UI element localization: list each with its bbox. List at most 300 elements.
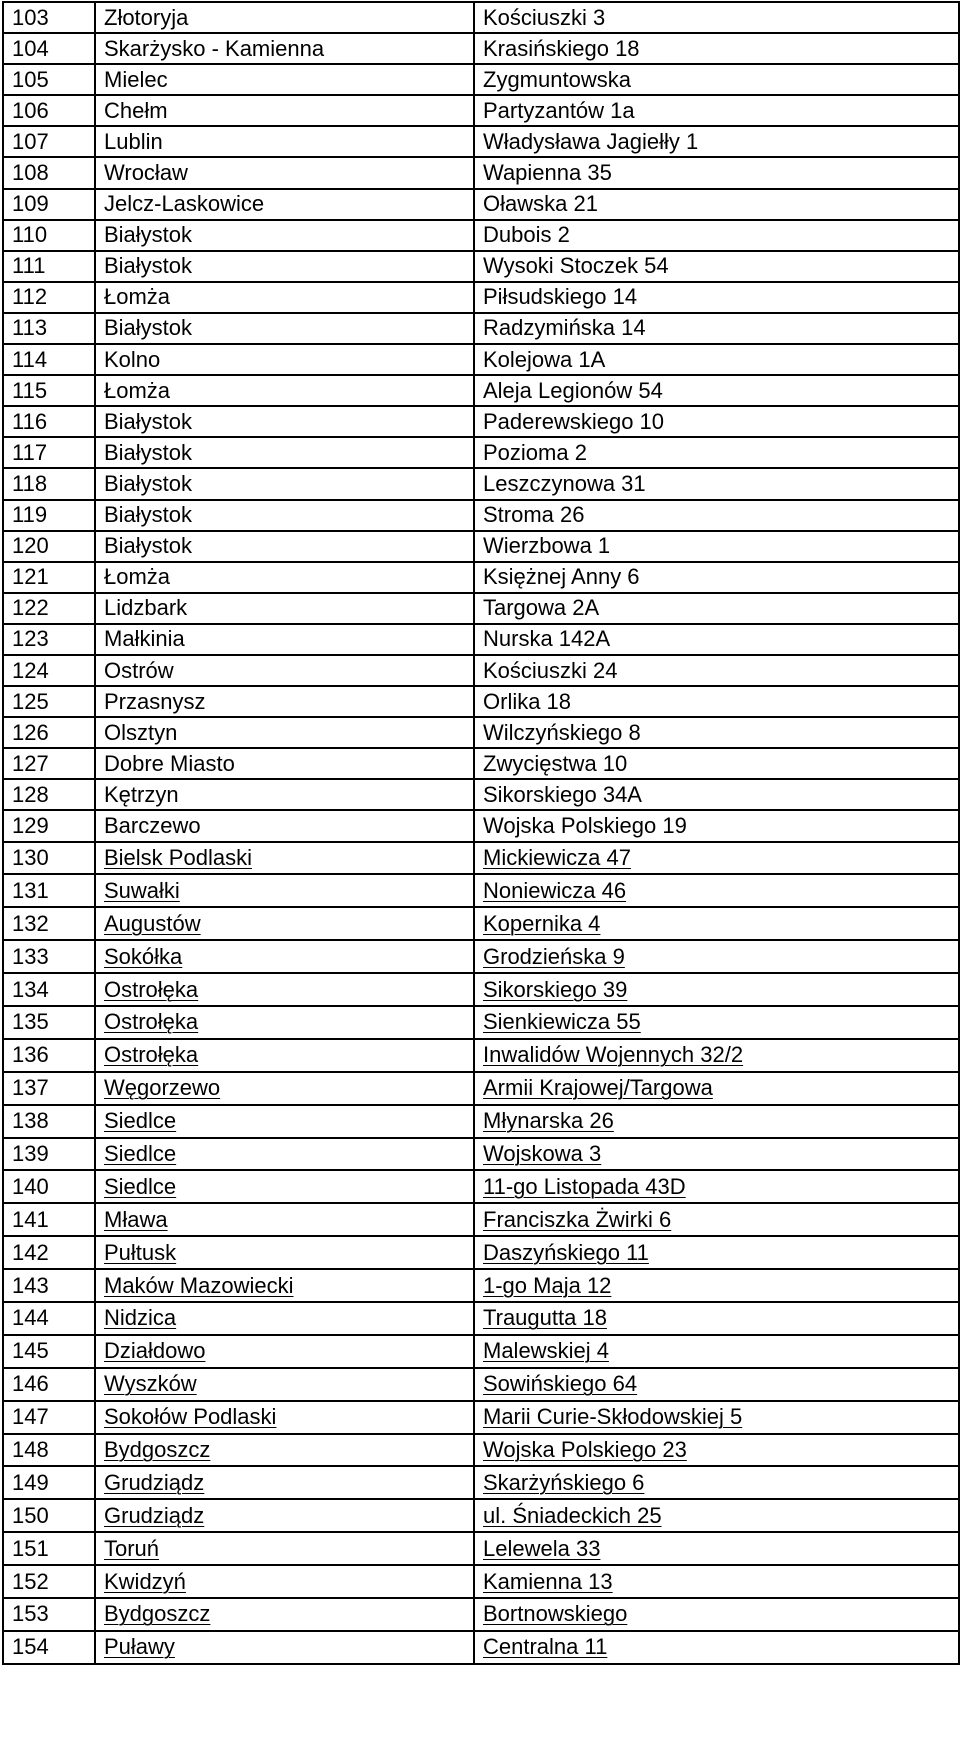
table-row bbox=[3, 1006, 959, 1039]
city-text: Toruń bbox=[104, 1535, 160, 1561]
city-cell bbox=[95, 126, 474, 157]
street-cell bbox=[474, 531, 959, 562]
street-cell bbox=[474, 313, 959, 344]
city-text: Białystok bbox=[104, 533, 193, 559]
row-number-cell: 145 bbox=[3, 1335, 95, 1368]
city-text: Przasnysz bbox=[104, 688, 206, 714]
street-text: Nurska 142A bbox=[483, 626, 611, 652]
street-cell bbox=[474, 468, 959, 499]
row-number-cell: 139 bbox=[3, 1138, 95, 1171]
table-row bbox=[3, 1565, 959, 1598]
row-number-cell: 104 bbox=[3, 33, 95, 64]
table-row bbox=[3, 1170, 959, 1203]
table-row bbox=[3, 95, 959, 126]
street-text: Franciszka Żwirki 6 bbox=[483, 1206, 672, 1232]
street-text: Wilczyńskiego 8 bbox=[483, 719, 641, 745]
street-text: ul. Śniadeckich 25 bbox=[483, 1502, 662, 1528]
city-text: Ostrołęka bbox=[104, 1009, 199, 1035]
street-cell bbox=[474, 126, 959, 157]
city-text: Sokółka bbox=[104, 943, 183, 969]
table-row bbox=[3, 406, 959, 437]
city-text: Białystok bbox=[104, 470, 193, 496]
city-cell bbox=[95, 220, 474, 251]
street-cell bbox=[474, 940, 959, 973]
city-text: Małkinia bbox=[104, 626, 185, 652]
street-cell bbox=[474, 874, 959, 907]
city-text: Maków Mazowiecki bbox=[104, 1272, 294, 1298]
street-text: Mickiewicza 47 bbox=[483, 844, 631, 870]
row-number-cell: 131 bbox=[3, 874, 95, 907]
street-cell bbox=[474, 1466, 959, 1499]
street-text: Krasińskiego 18 bbox=[483, 35, 640, 61]
table-row bbox=[3, 1138, 959, 1171]
street-text: Inwalidów Wojennych 32/2 bbox=[483, 1042, 744, 1068]
row-number-cell: 148 bbox=[3, 1434, 95, 1467]
street-text: Sienkiewicza 55 bbox=[483, 1009, 641, 1035]
row-number-cell: 103 bbox=[3, 2, 95, 33]
table-row bbox=[3, 562, 959, 593]
street-cell bbox=[474, 907, 959, 940]
city-text: Mielec bbox=[104, 66, 168, 92]
row-number-cell: 146 bbox=[3, 1368, 95, 1401]
table-row bbox=[3, 624, 959, 655]
city-cell bbox=[95, 251, 474, 282]
street-text: Wojska Polskiego 23 bbox=[483, 1437, 687, 1462]
table-row bbox=[3, 1368, 959, 1401]
street-cell bbox=[474, 64, 959, 95]
row-number-cell: 107 bbox=[3, 126, 95, 157]
city-text: Grudziądz bbox=[104, 1469, 205, 1495]
city-cell bbox=[95, 1631, 474, 1664]
street-cell bbox=[474, 282, 959, 313]
city-cell bbox=[95, 406, 474, 437]
city-cell bbox=[95, 1499, 474, 1532]
street-text: Oławska 21 bbox=[483, 191, 598, 217]
street-cell bbox=[474, 973, 959, 1006]
table-row bbox=[3, 1499, 959, 1532]
table-row bbox=[3, 717, 959, 748]
table-row bbox=[3, 655, 959, 686]
table-row bbox=[3, 282, 959, 313]
city-text: Białystok bbox=[104, 408, 193, 434]
street-text: Wojska Polskiego 19 bbox=[483, 812, 687, 838]
city-cell bbox=[95, 940, 474, 973]
street-cell bbox=[474, 1006, 959, 1039]
row-number-cell: 138 bbox=[3, 1105, 95, 1138]
table-row bbox=[3, 779, 959, 810]
street-cell bbox=[474, 717, 959, 748]
table-row bbox=[3, 1598, 959, 1631]
city-text: Skarżysko - Kamienna bbox=[104, 35, 325, 61]
street-cell bbox=[474, 1302, 959, 1335]
street-text: Dubois 2 bbox=[483, 222, 570, 248]
table-row bbox=[3, 1434, 959, 1467]
city-cell bbox=[95, 313, 474, 344]
street-text: Armii Krajowej/Targowa bbox=[483, 1075, 713, 1101]
row-number-cell: 132 bbox=[3, 907, 95, 940]
row-number-cell: 153 bbox=[3, 1598, 95, 1631]
row-number-cell: 128 bbox=[3, 779, 95, 810]
table-row bbox=[3, 1039, 959, 1072]
street-cell bbox=[474, 189, 959, 220]
row-number-cell: 120 bbox=[3, 531, 95, 562]
table-row bbox=[3, 907, 959, 940]
city-text: Nidzica bbox=[104, 1305, 177, 1331]
street-cell bbox=[474, 748, 959, 779]
table-row bbox=[3, 810, 959, 841]
city-cell bbox=[95, 1466, 474, 1499]
city-text: Wyszków bbox=[104, 1371, 197, 1397]
city-text: Chełm bbox=[104, 97, 168, 123]
city-cell bbox=[95, 1203, 474, 1236]
city-cell bbox=[95, 1039, 474, 1072]
street-cell bbox=[474, 95, 959, 126]
street-text: Partyzantów 1a bbox=[483, 97, 635, 123]
street-cell bbox=[474, 1434, 959, 1467]
street-cell bbox=[474, 1138, 959, 1171]
city-cell bbox=[95, 779, 474, 810]
table-row bbox=[3, 375, 959, 406]
row-number-cell: 136 bbox=[3, 1039, 95, 1072]
city-cell bbox=[95, 1072, 474, 1105]
city-cell bbox=[95, 1368, 474, 1401]
city-cell bbox=[95, 1302, 474, 1335]
city-cell bbox=[95, 437, 474, 468]
street-cell bbox=[474, 1499, 959, 1532]
street-text: Targowa 2A bbox=[483, 595, 600, 621]
address-table-body bbox=[3, 2, 959, 1664]
city-text: Bydgoszcz bbox=[104, 1601, 211, 1627]
street-text: Kościuszki 3 bbox=[483, 4, 606, 30]
city-cell bbox=[95, 1434, 474, 1467]
city-cell bbox=[95, 64, 474, 95]
table-row bbox=[3, 874, 959, 907]
city-cell bbox=[95, 1006, 474, 1039]
street-cell bbox=[474, 655, 959, 686]
city-cell bbox=[95, 157, 474, 188]
street-text: Księżnej Anny 6 bbox=[483, 564, 640, 590]
table-row bbox=[3, 189, 959, 220]
table-row bbox=[3, 126, 959, 157]
city-text: Kwidzyń bbox=[104, 1568, 186, 1594]
street-cell bbox=[474, 157, 959, 188]
city-cell bbox=[95, 1269, 474, 1302]
street-text: Aleja Legionów 54 bbox=[483, 377, 663, 403]
street-text: Kamienna 13 bbox=[483, 1568, 613, 1594]
city-cell bbox=[95, 1170, 474, 1203]
row-number-cell: 116 bbox=[3, 406, 95, 437]
city-text: Łomża bbox=[104, 377, 171, 403]
city-text: Złotoryja bbox=[104, 4, 189, 30]
city-text: Białystok bbox=[104, 253, 193, 279]
city-text: Olsztyn bbox=[104, 719, 178, 745]
row-number-cell: 149 bbox=[3, 1466, 95, 1499]
city-text: Łomża bbox=[104, 564, 171, 590]
street-cell bbox=[474, 251, 959, 282]
street-text: Kopernika 4 bbox=[483, 910, 601, 936]
street-text: Kolejowa 1A bbox=[483, 346, 606, 372]
city-cell bbox=[95, 655, 474, 686]
city-cell bbox=[95, 1565, 474, 1598]
street-text: Władysława Jagiełły 1 bbox=[483, 128, 699, 154]
city-text: Białystok bbox=[104, 439, 193, 465]
city-text: Bydgoszcz bbox=[104, 1437, 211, 1462]
street-cell bbox=[474, 1170, 959, 1203]
row-number-cell: 125 bbox=[3, 686, 95, 717]
table-row bbox=[3, 973, 959, 1006]
street-text: Wojskowa 3 bbox=[483, 1140, 602, 1166]
table-row bbox=[3, 1072, 959, 1105]
street-cell bbox=[474, 686, 959, 717]
street-cell bbox=[474, 1203, 959, 1236]
table-row bbox=[3, 64, 959, 95]
street-text: Sikorskiego 34A bbox=[483, 781, 642, 807]
row-number-cell: 112 bbox=[3, 282, 95, 313]
city-text: Dobre Miasto bbox=[104, 750, 235, 776]
street-cell bbox=[474, 2, 959, 33]
row-number-cell: 119 bbox=[3, 500, 95, 531]
row-number-cell: 117 bbox=[3, 437, 95, 468]
row-number-cell: 113 bbox=[3, 313, 95, 344]
row-number-cell: 122 bbox=[3, 593, 95, 624]
street-text: Noniewicza 46 bbox=[483, 877, 627, 903]
street-text: Zwycięstwa 10 bbox=[483, 750, 628, 776]
city-text: Białystok bbox=[104, 502, 193, 528]
street-text: Piłsudskiego 14 bbox=[483, 284, 638, 310]
table-row bbox=[3, 1203, 959, 1236]
street-text: Paderewskiego 10 bbox=[483, 408, 665, 434]
street-cell bbox=[474, 1269, 959, 1302]
city-cell bbox=[95, 468, 474, 499]
city-cell bbox=[95, 686, 474, 717]
city-text: Ostrołęka bbox=[104, 1042, 199, 1068]
street-cell bbox=[474, 1039, 959, 1072]
row-number-cell: 135 bbox=[3, 1006, 95, 1039]
street-cell bbox=[474, 1105, 959, 1138]
row-number-cell: 134 bbox=[3, 973, 95, 1006]
row-number-cell: 106 bbox=[3, 95, 95, 126]
street-text: Kościuszki 24 bbox=[483, 657, 618, 683]
street-text: Daszyńskiego 11 bbox=[483, 1239, 649, 1265]
street-cell bbox=[474, 500, 959, 531]
street-text: Wysoki Stoczek 54 bbox=[483, 253, 669, 279]
city-cell bbox=[95, 748, 474, 779]
street-cell bbox=[474, 220, 959, 251]
row-number-cell: 115 bbox=[3, 375, 95, 406]
street-cell bbox=[474, 1401, 959, 1434]
table-row bbox=[3, 251, 959, 282]
city-text: Białystok bbox=[104, 222, 193, 248]
table-row bbox=[3, 1466, 959, 1499]
street-text: Lelewela 33 bbox=[483, 1535, 601, 1561]
table-row bbox=[3, 313, 959, 344]
street-text: Zygmuntowska bbox=[483, 66, 631, 92]
row-number-cell: 123 bbox=[3, 624, 95, 655]
city-text: Wrocław bbox=[104, 160, 188, 186]
row-number-cell: 127 bbox=[3, 748, 95, 779]
street-cell bbox=[474, 1236, 959, 1269]
street-cell bbox=[474, 1072, 959, 1105]
city-text: Augustów bbox=[104, 910, 201, 936]
street-text: Grodzieńska 9 bbox=[483, 943, 625, 969]
city-cell bbox=[95, 2, 474, 33]
row-number-cell: 109 bbox=[3, 189, 95, 220]
table-row bbox=[3, 593, 959, 624]
table-row bbox=[3, 33, 959, 64]
city-text: Ostrołęka bbox=[104, 976, 199, 1002]
row-number-cell: 111 bbox=[3, 251, 95, 282]
city-cell bbox=[95, 624, 474, 655]
city-text: Kolno bbox=[104, 346, 161, 372]
table-row bbox=[3, 1335, 959, 1368]
table-row bbox=[3, 1532, 959, 1565]
city-cell bbox=[95, 500, 474, 531]
row-number-cell: 154 bbox=[3, 1631, 95, 1664]
row-number-cell: 141 bbox=[3, 1203, 95, 1236]
table-row bbox=[3, 1401, 959, 1434]
city-cell bbox=[95, 842, 474, 875]
street-text: Marii Curie-Skłodowskiej 5 bbox=[483, 1404, 743, 1430]
table-row bbox=[3, 220, 959, 251]
city-cell bbox=[95, 717, 474, 748]
street-cell bbox=[474, 562, 959, 593]
street-text: Centralna 11 bbox=[483, 1634, 608, 1660]
city-text: Grudziądz bbox=[104, 1502, 205, 1528]
city-cell bbox=[95, 1138, 474, 1171]
city-cell bbox=[95, 344, 474, 375]
street-text: 11-go Listopada 43D bbox=[483, 1173, 686, 1199]
city-cell bbox=[95, 1105, 474, 1138]
row-number-cell: 151 bbox=[3, 1532, 95, 1565]
street-cell bbox=[474, 842, 959, 875]
street-cell bbox=[474, 624, 959, 655]
city-cell bbox=[95, 1335, 474, 1368]
row-number-cell: 137 bbox=[3, 1072, 95, 1105]
street-text: Stroma 26 bbox=[483, 502, 585, 528]
city-cell bbox=[95, 33, 474, 64]
city-cell bbox=[95, 531, 474, 562]
table-row bbox=[3, 468, 959, 499]
table-row bbox=[3, 531, 959, 562]
row-number-cell: 130 bbox=[3, 842, 95, 875]
street-cell bbox=[474, 375, 959, 406]
row-number-cell: 110 bbox=[3, 220, 95, 251]
city-cell bbox=[95, 189, 474, 220]
row-number-cell: 152 bbox=[3, 1565, 95, 1598]
table-row bbox=[3, 686, 959, 717]
street-cell bbox=[474, 1565, 959, 1598]
street-text: Leszczynowa 31 bbox=[483, 470, 646, 496]
row-number-cell: 121 bbox=[3, 562, 95, 593]
row-number-cell: 144 bbox=[3, 1302, 95, 1335]
city-cell bbox=[95, 593, 474, 624]
city-text: Ostrów bbox=[104, 657, 174, 683]
table-row bbox=[3, 344, 959, 375]
table-row bbox=[3, 1269, 959, 1302]
row-number-cell: 105 bbox=[3, 64, 95, 95]
row-number-cell: 133 bbox=[3, 940, 95, 973]
table-row bbox=[3, 1631, 959, 1664]
street-cell bbox=[474, 1335, 959, 1368]
city-text: Puławy bbox=[104, 1634, 175, 1660]
city-text: Suwałki bbox=[104, 877, 180, 903]
row-number-cell: 140 bbox=[3, 1170, 95, 1203]
street-text: Sikorskiego 39 bbox=[483, 976, 628, 1002]
city-text: Siedlce bbox=[104, 1140, 177, 1166]
city-cell bbox=[95, 1236, 474, 1269]
city-cell bbox=[95, 282, 474, 313]
table-row bbox=[3, 748, 959, 779]
street-text: Skarżyńskiego 6 bbox=[483, 1469, 645, 1495]
row-number-cell: 118 bbox=[3, 468, 95, 499]
row-number-cell: 147 bbox=[3, 1401, 95, 1434]
table-row bbox=[3, 2, 959, 33]
table-row bbox=[3, 1236, 959, 1269]
city-text: Bielsk Podlaski bbox=[104, 844, 252, 870]
street-text: Traugutta 18 bbox=[483, 1305, 607, 1331]
street-cell bbox=[474, 33, 959, 64]
table-row bbox=[3, 842, 959, 875]
row-number-cell: 150 bbox=[3, 1499, 95, 1532]
city-text: Siedlce bbox=[104, 1173, 177, 1199]
city-text: Białystok bbox=[104, 315, 193, 341]
city-cell bbox=[95, 1401, 474, 1434]
table-row bbox=[3, 1302, 959, 1335]
row-number-cell: 142 bbox=[3, 1236, 95, 1269]
city-text: Lublin bbox=[104, 128, 163, 154]
city-cell bbox=[95, 973, 474, 1006]
address-table bbox=[2, 1, 960, 1665]
city-text: Działdowo bbox=[104, 1338, 206, 1364]
city-cell bbox=[95, 375, 474, 406]
street-cell bbox=[474, 1532, 959, 1565]
city-cell bbox=[95, 1598, 474, 1631]
city-text: Łomża bbox=[104, 284, 171, 310]
street-cell bbox=[474, 593, 959, 624]
city-text: Jelcz-Laskowice bbox=[104, 191, 265, 217]
table-row bbox=[3, 500, 959, 531]
street-text: Radzymińska 14 bbox=[483, 315, 646, 341]
city-text: Węgorzewo bbox=[104, 1075, 221, 1101]
city-cell bbox=[95, 810, 474, 841]
city-cell bbox=[95, 874, 474, 907]
street-text: Wapienna 35 bbox=[483, 160, 612, 186]
street-text: Pozioma 2 bbox=[483, 439, 587, 465]
table-row bbox=[3, 940, 959, 973]
city-cell bbox=[95, 95, 474, 126]
street-cell bbox=[474, 1631, 959, 1664]
street-text: 1-go Maja 12 bbox=[483, 1272, 612, 1298]
city-text: Lidzbark bbox=[104, 595, 188, 621]
city-text: Sokołów Podlaski bbox=[104, 1404, 277, 1430]
street-text: Bortnowskiego bbox=[483, 1601, 628, 1627]
city-text: Siedlce bbox=[104, 1108, 177, 1134]
row-number-cell: 129 bbox=[3, 810, 95, 841]
row-number-cell: 126 bbox=[3, 717, 95, 748]
city-cell bbox=[95, 1532, 474, 1565]
city-text: Pułtusk bbox=[104, 1239, 177, 1265]
street-text: Młynarska 26 bbox=[483, 1108, 614, 1134]
street-cell bbox=[474, 1598, 959, 1631]
city-text: Mława bbox=[104, 1206, 168, 1232]
table-row bbox=[3, 437, 959, 468]
row-number-cell: 124 bbox=[3, 655, 95, 686]
row-number-cell: 108 bbox=[3, 157, 95, 188]
street-cell bbox=[474, 1368, 959, 1401]
street-cell bbox=[474, 810, 959, 841]
street-text: Orlika 18 bbox=[483, 688, 572, 714]
street-text: Wierzbowa 1 bbox=[483, 533, 611, 559]
